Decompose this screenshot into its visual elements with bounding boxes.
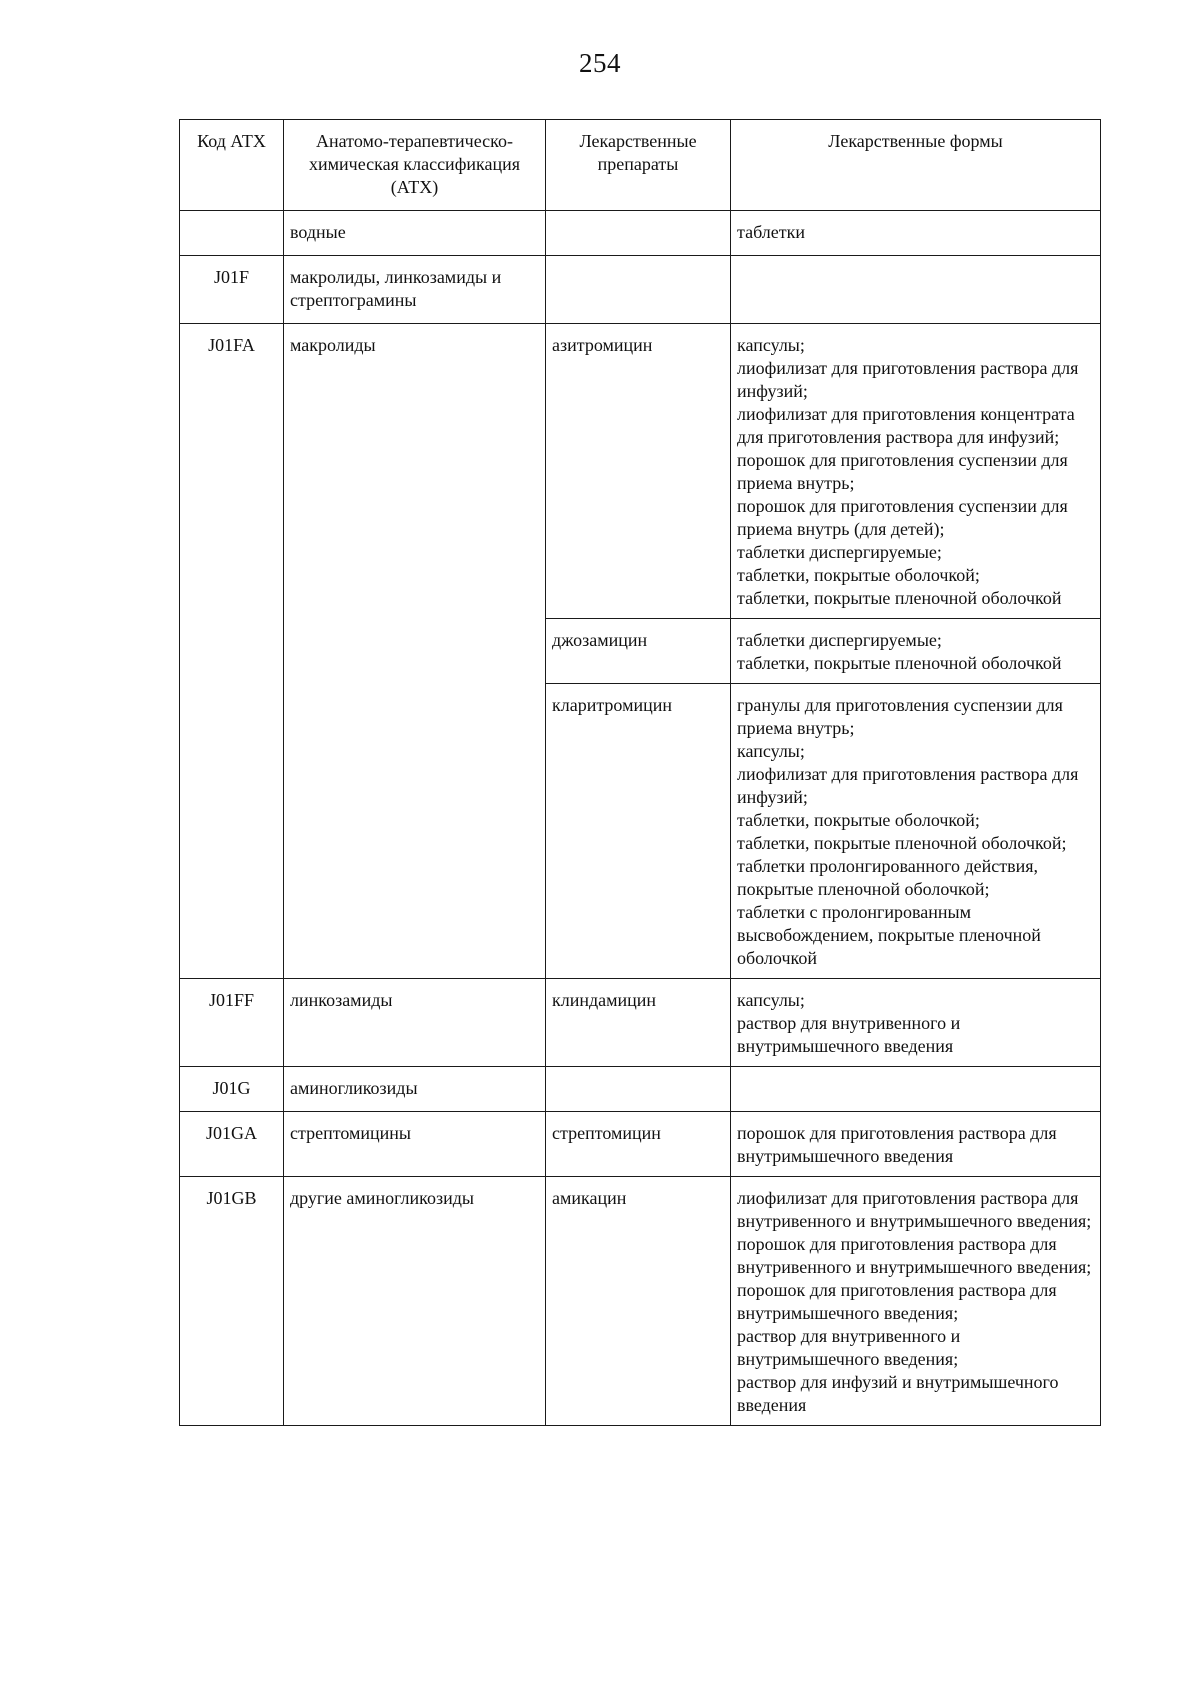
dosage-form-item: таблетки, покрытые пленочной оболочкой: [737, 653, 1062, 673]
dosage-form-item: порошок для приготовления раствора для внутривенного и внутримышечного введения;: [737, 1234, 1092, 1277]
header-drugs: Лекарственные препараты: [546, 120, 731, 211]
table-row: [180, 211, 1101, 256]
dosage-forms: [731, 619, 1101, 684]
drug-name: [546, 211, 731, 256]
dosage-form-item: лиофилизат для приготовления концентрата для приготовления раствора для инфузий;: [737, 404, 1075, 447]
atc-classification: макролиды: [284, 324, 546, 979]
atc-classification: макролиды, линкозамиды и стрептограмины: [284, 256, 546, 324]
drug-name: стрептомицин: [546, 1112, 731, 1177]
dosage-form-item: таблетки, покрытые пленочной оболочкой: [737, 588, 1062, 608]
dosage-forms: [731, 211, 1101, 256]
page-number: 254: [579, 48, 621, 78]
header-classification: Анатомо-терапевтическо-химическая классификация (АТХ): [284, 120, 546, 211]
table-row: [180, 1067, 1101, 1112]
dosage-form-item: лиофилизат для приготовления раствора для внутривенного и внутримышечного введения;: [737, 1188, 1092, 1231]
dosage-form-item: раствор для внутривенного и внутримышечного введения;: [737, 1326, 961, 1369]
dosage-forms: [731, 979, 1101, 1067]
atc-code: J01F: [180, 256, 284, 324]
atc-classification: водные: [284, 211, 546, 256]
dosage-form-item: таблетки пролонгированного действия, покрытые пленочной оболочкой;: [737, 856, 1039, 899]
dosage-form-item: капсулы;: [737, 335, 805, 355]
dosage-forms: [731, 1112, 1101, 1177]
table-row: [180, 1177, 1101, 1426]
atc-code: J01FF: [180, 979, 284, 1067]
header-code: Код АТХ: [180, 120, 284, 211]
table-row: [180, 979, 1101, 1067]
dosage-form-item: капсулы;: [737, 741, 805, 761]
dosage-form-item: гранулы для приготовления суспензии для приема внутрь;: [737, 695, 1063, 738]
atc-classification: линкозамиды: [284, 979, 546, 1067]
dosage-form-item: таблетки: [737, 222, 806, 242]
drug-name: [546, 256, 731, 324]
atc-code: J01G: [180, 1067, 284, 1112]
drug-name: азитромицин: [546, 324, 731, 619]
dosage-form-item: таблетки диспергируемые;: [737, 630, 942, 650]
drug-name: клиндамицин: [546, 979, 731, 1067]
dosage-form-item: раствор для внутривенного и внутримышечного введения: [737, 1013, 961, 1056]
atc-classification: аминогликозиды: [284, 1067, 546, 1112]
dosage-form-item: порошок для приготовления суспензии для приема внутрь (для детей);: [737, 496, 1068, 539]
dosage-form-item: порошок для приготовления раствора для внутримышечного введения;: [737, 1280, 1057, 1323]
dosage-forms: [731, 324, 1101, 619]
table-header-row: [180, 120, 1101, 211]
dosage-form-item: лиофилизат для приготовления раствора для инфузий;: [737, 764, 1079, 807]
dosage-form-item: порошок для приготовления суспензии для приема внутрь;: [737, 450, 1068, 493]
table-row: [180, 1112, 1101, 1177]
table-row: [180, 256, 1101, 324]
dosage-form-item: таблетки, покрытые пленочной оболочкой;: [737, 833, 1067, 853]
drug-name: [546, 1067, 731, 1112]
atc-code: J01GA: [180, 1112, 284, 1177]
atc-code: J01FA: [180, 324, 284, 979]
atc-table: [179, 119, 1101, 1426]
dosage-form-item: капсулы;: [737, 990, 805, 1010]
dosage-form-item: раствор для инфузий и внутримышечного введения: [737, 1372, 1059, 1415]
dosage-form-item: таблетки, покрытые оболочкой;: [737, 565, 980, 585]
dosage-form-item: таблетки диспергируемые;: [737, 542, 942, 562]
dosage-forms: [731, 684, 1101, 979]
dosage-forms: [731, 256, 1101, 324]
dosage-form-item: таблетки, покрытые оболочкой;: [737, 810, 980, 830]
dosage-forms: [731, 1177, 1101, 1426]
header-forms: Лекарственные формы: [731, 120, 1101, 211]
drug-name: джозамицин: [546, 619, 731, 684]
dosage-form-item: лиофилизат для приготовления раствора для инфузий;: [737, 358, 1079, 401]
table-row: [180, 324, 1101, 619]
atc-code: J01GB: [180, 1177, 284, 1426]
drug-name: амикацин: [546, 1177, 731, 1426]
atc-classification: другие аминогликозиды: [284, 1177, 546, 1426]
drug-name: кларитромицин: [546, 684, 731, 979]
dosage-forms: [731, 1067, 1101, 1112]
atc-code: [180, 211, 284, 256]
dosage-form-item: порошок для приготовления раствора для внутримышечного введения: [737, 1123, 1057, 1166]
dosage-form-item: таблетки с пролонгированным высвобождением, покрытые пленочной оболочкой: [737, 902, 1041, 968]
atc-classification: стрептомицины: [284, 1112, 546, 1177]
